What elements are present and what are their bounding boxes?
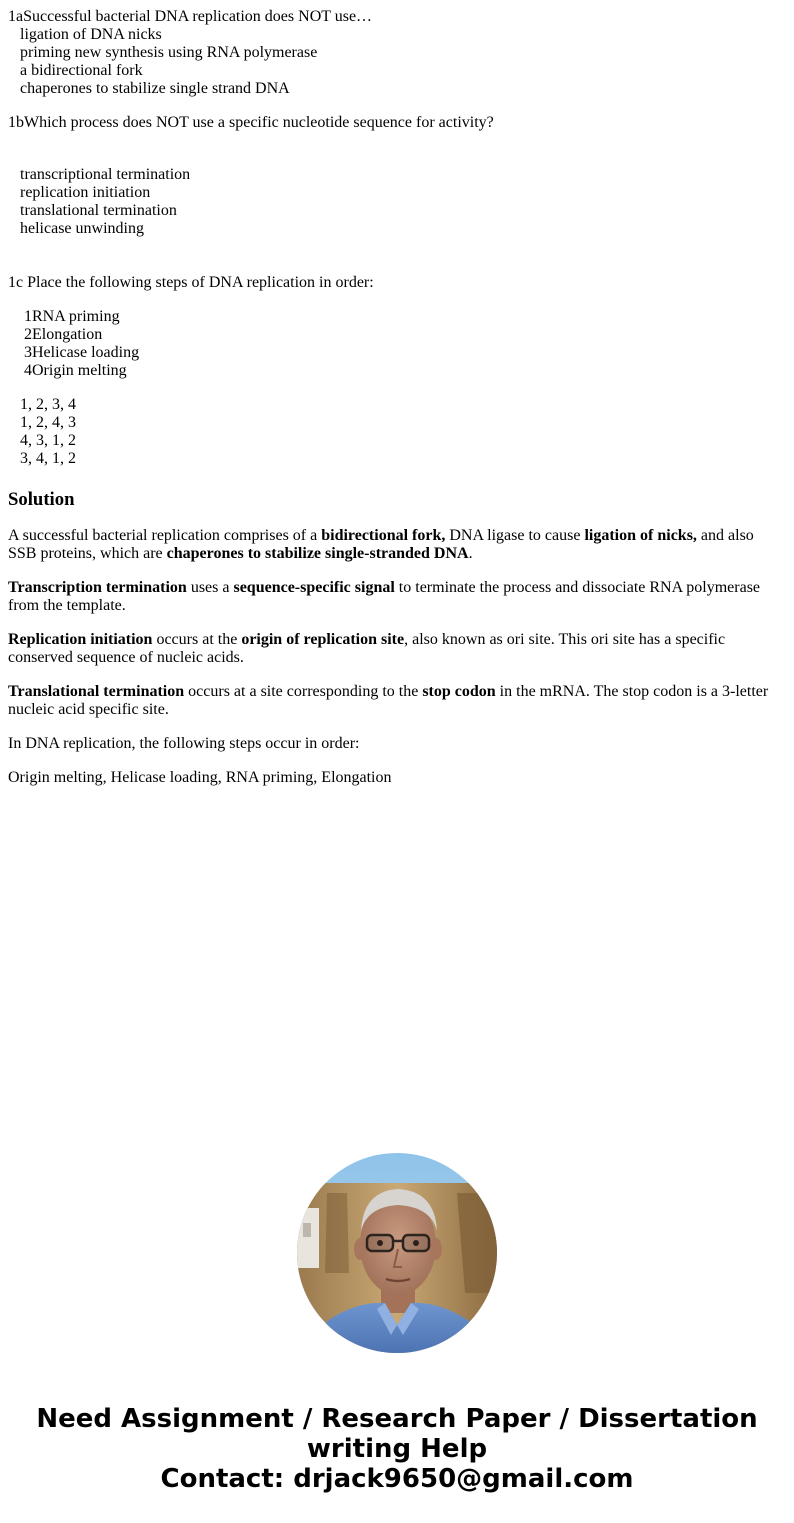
question-1a — [8, 8, 786, 98]
bold-run: bidirectional fork, — [321, 527, 446, 544]
bold-run: chaperones to stabilize single-stranded DNA — [166, 545, 469, 562]
option-item: priming new synthesis using RNA polymerase — [20, 44, 318, 61]
bold-run: origin of replication site — [241, 631, 405, 648]
question-1b-text: Which process does NOT use a specific nucleotide sequence for activity? — [24, 114, 494, 131]
text-run: A successful bacterial replication comprises of a — [8, 527, 322, 544]
text-run: uses a — [186, 579, 234, 596]
option-item: chaperones to stabilize single strand DNA — [20, 80, 290, 97]
option-item: ligation of DNA nicks — [20, 26, 162, 43]
step-number: 3 — [24, 344, 32, 361]
promo-line-1: Need Assignment / Research Paper / Dissertation — [36, 1404, 758, 1434]
step-label: Helicase loading — [32, 344, 140, 361]
text-run: . — [468, 545, 473, 562]
step-label: RNA priming — [32, 308, 120, 325]
option-item: translational termination — [20, 202, 177, 219]
bold-run: Replication initiation — [8, 631, 153, 648]
avatar-portrait — [297, 1153, 497, 1353]
bold-run: ligation of nicks, — [584, 527, 697, 544]
step-number: 2 — [24, 326, 32, 343]
document-body — [8, 8, 786, 787]
solution-paragraph-6: Origin melting, Helicase loading, RNA priming, Elongation — [8, 769, 392, 786]
question-1c-steps — [24, 308, 786, 380]
avatar — [297, 1153, 497, 1353]
question-1b-prompt — [8, 114, 786, 132]
answer-item: 4, 3, 1, 2 — [20, 432, 76, 449]
text-run: to terminate the process and dissociate RNA polymerase from the template. — [8, 579, 761, 614]
question-1c-answers — [20, 396, 786, 468]
step-label: Origin melting — [32, 362, 127, 379]
text-run: , also known as ori site. This ori site has a specific conserved sequence of nucleic acids. — [8, 631, 726, 666]
solution-paragraph-1 — [8, 527, 786, 563]
text-run: DNA ligase to cause — [445, 527, 585, 544]
solution-paragraph-2 — [8, 579, 786, 615]
step-item — [24, 362, 786, 380]
solution-paragraph-5: In DNA replication, the following steps occur in order: — [8, 735, 360, 752]
answer-item: 1, 2, 4, 3 — [20, 414, 76, 431]
promo-contact: Contact: drjack9650@gmail.com — [160, 1464, 634, 1494]
bold-run: stop codon — [422, 683, 496, 700]
text-run: in the mRNA. The stop codon is a 3-letter nucleic acid specific site. — [8, 683, 769, 718]
text-run: occurs at the — [152, 631, 242, 648]
option-item: helicase unwinding — [20, 220, 144, 237]
bold-run: sequence-specific signal — [233, 579, 395, 596]
promo-banner — [0, 1404, 794, 1494]
option-item: a bidirectional fork — [20, 62, 143, 79]
question-1b-options — [20, 166, 786, 238]
bold-run: Transcription termination — [8, 579, 187, 596]
step-item — [24, 326, 786, 344]
question-1a-options — [20, 26, 786, 98]
question-1c-prompt: 1c Place the following steps of DNA replication in order: — [8, 274, 374, 291]
question-1b-number: 1b — [8, 114, 24, 131]
step-item — [24, 308, 786, 326]
question-1a-prompt — [8, 8, 786, 26]
text-run: occurs at a site corresponding to the — [184, 683, 423, 700]
promo-line-2: writing Help — [306, 1434, 488, 1464]
solution-paragraph-3 — [8, 631, 786, 667]
option-item: replication initiation — [20, 184, 151, 201]
question-1b — [8, 114, 786, 238]
step-label: Elongation — [32, 326, 103, 343]
step-number: 4 — [24, 362, 32, 379]
solution-heading: Solution — [8, 489, 75, 510]
text-run: and also SSB proteins, which are — [8, 527, 754, 562]
answer-item: 1, 2, 3, 4 — [20, 396, 76, 413]
question-1a-number: 1a — [8, 8, 24, 25]
question-1a-text: Successful bacterial DNA replication does NOT use… — [23, 8, 373, 25]
solution-paragraph-4 — [8, 683, 786, 719]
bold-run: Translational termination — [8, 683, 185, 700]
step-item — [24, 344, 786, 362]
step-number: 1 — [24, 308, 32, 325]
answer-item: 3, 4, 1, 2 — [20, 450, 76, 467]
option-item: transcriptional termination — [20, 166, 191, 183]
question-1c — [8, 274, 786, 468]
